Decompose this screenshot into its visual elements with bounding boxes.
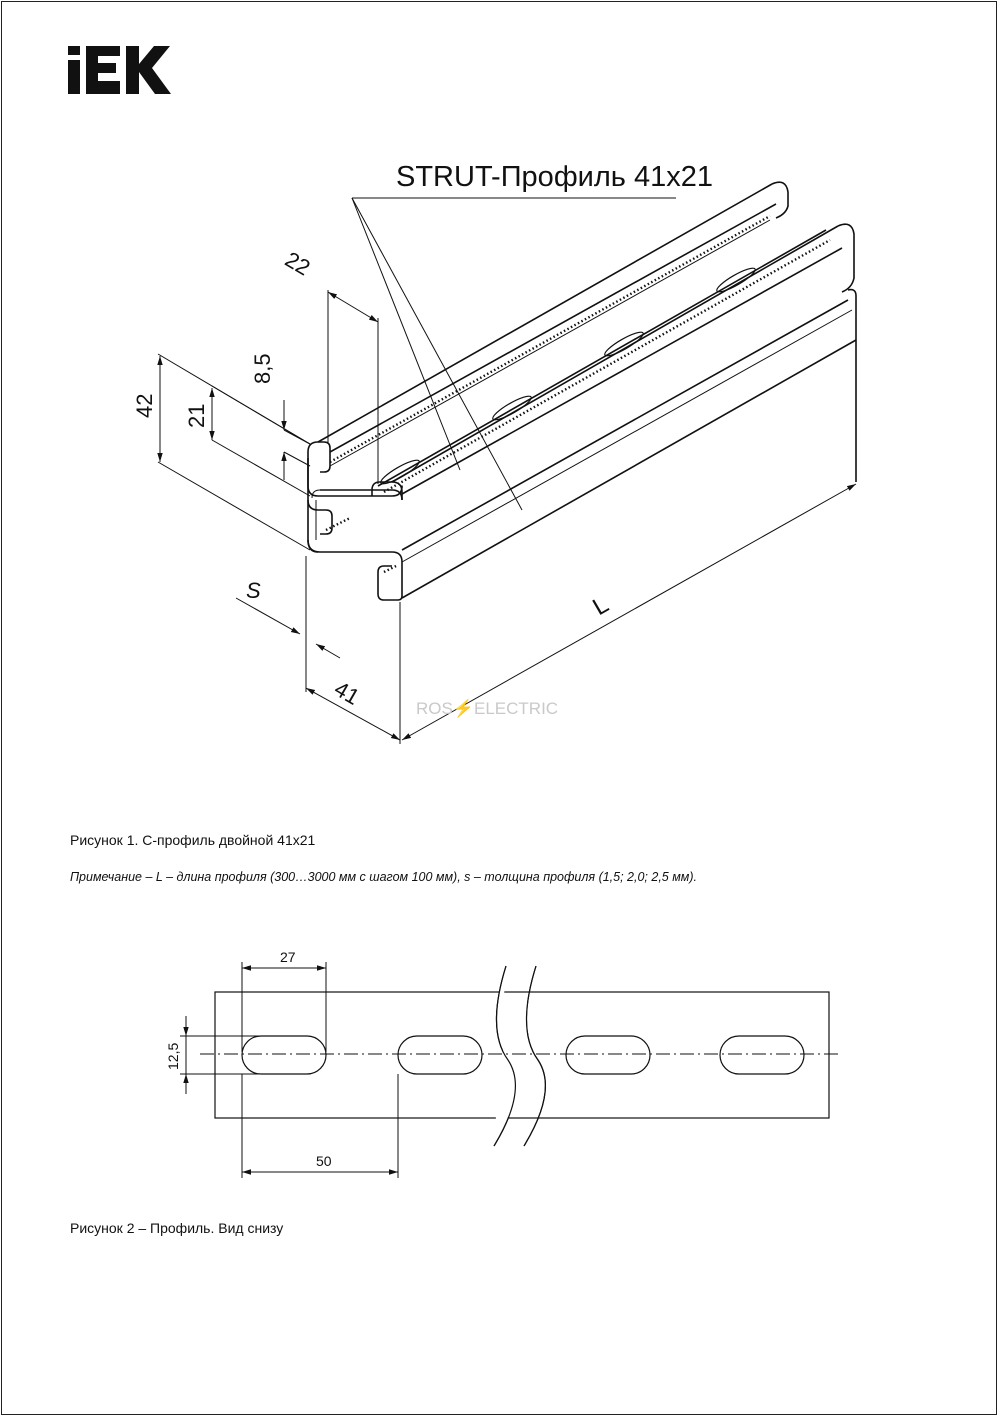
dim-8-5: 8,5	[250, 353, 275, 384]
figure2-dimensions	[180, 962, 398, 1178]
dim-42: 42	[132, 393, 157, 418]
figure1-note: Примечание – L – длина профиля (300…3000 мм с шагом 100 мм), s – толщина профиля (1,5; 2,0; 2,5 мм).	[70, 870, 698, 884]
dim-41: 41	[330, 675, 364, 710]
strut-profile-drawing	[308, 182, 856, 600]
dim-12-5: 12,5	[165, 1042, 181, 1070]
iek-logo	[68, 46, 171, 94]
dim-l: L	[588, 591, 614, 622]
title-label: STRUT-Профиль 41х21	[396, 161, 713, 193]
dim-50: 50	[316, 1153, 332, 1169]
figure2-caption: Рисунок 2 – Профиль. Вид снизу	[70, 1220, 284, 1236]
dim-22: 22	[280, 246, 315, 281]
bottom-view-drawing	[200, 966, 842, 1146]
figure1-caption: Рисунок 1. С-профиль двойной 41х21	[70, 832, 316, 848]
dim-s: S	[246, 578, 261, 603]
dim-27: 27	[280, 949, 296, 965]
dim-21: 21	[184, 403, 209, 428]
watermark: ROS⚡ELECTRIC	[416, 699, 559, 718]
